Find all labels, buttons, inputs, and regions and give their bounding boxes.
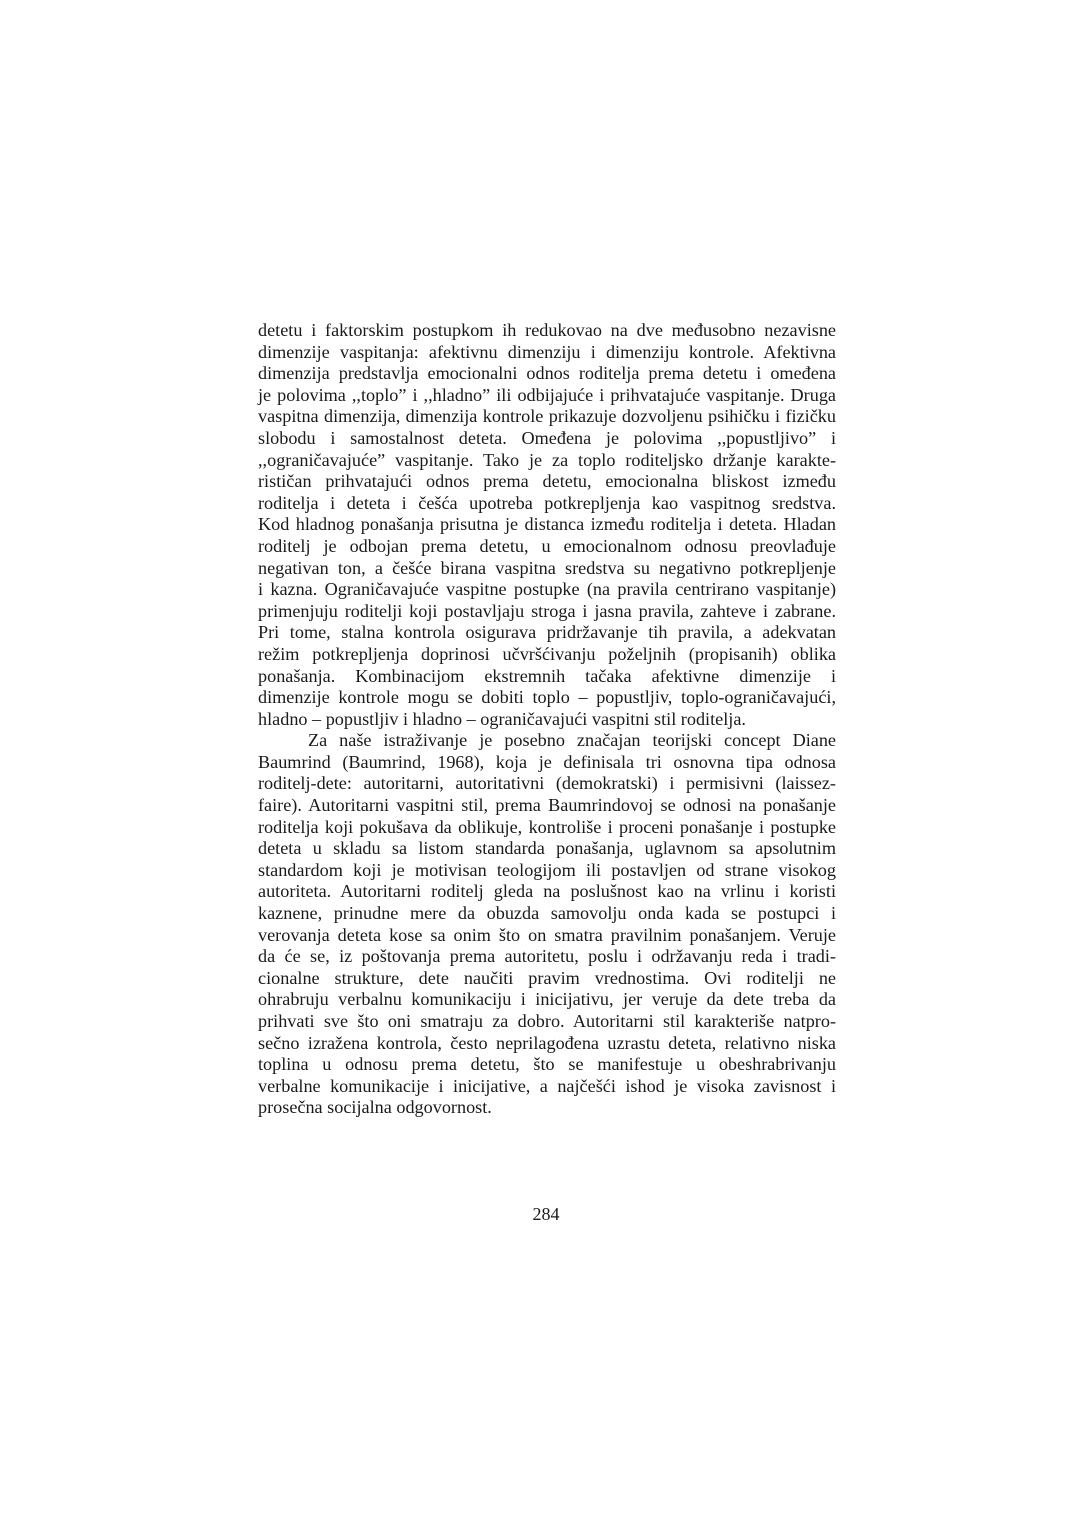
text-line: Baumrind (Baumrind, 1968), koja je definisala tri osnovna tipa odnosa: [258, 751, 836, 772]
text-line: roditelj je odbojan prema detetu, u emocionalnom odnosu preovlađuje: [258, 535, 836, 556]
text-line: primenjuju roditelji koji postavljaju stroga i jasna pravila, zahteve i zabrane.: [258, 600, 836, 621]
text-line: verbalne komunikacije i inicijative, a najčešći ishod je visoka zavisnost i: [258, 1075, 836, 1096]
text-line: prihvati sve što oni smatraju za dobro. Autoritarni stil karakteriše natpro-: [258, 1011, 836, 1031]
text-line: cionalne strukture, dete naučiti pravim vrednostima. Ovi roditelji ne: [258, 967, 836, 988]
text-line: negativan ton, a češće birana vaspitna sredstva su negativno potkrepljenje: [258, 557, 836, 578]
text-line: slobodu i samostalnost deteta. Omeđena je polovima ,,popustljivo” i: [258, 427, 836, 448]
text-line: deteta u skladu sa listom standarda ponašanja, uglavnom sa apsolutnim: [258, 838, 836, 859]
text-line: ohrabruju verbalnu komunikaciju i inicijativu, jer veruje da dete treba da: [258, 989, 836, 1010]
text-line: roditelj-dete: autoritarni, autoritativni (demokratski) i permisivni (laissez-: [258, 773, 836, 794]
text-line: rističan prihvatajući odnos prema detetu, emocionalna bliskost između: [258, 471, 836, 492]
text-line: da će se, iz poštovanja prema autoritetu, poslu i održavanju reda i tradi-: [258, 946, 836, 967]
text-line: prosečna socijalna odgovornost.: [258, 1097, 492, 1118]
text-line: Kod hladnog ponašanja prisutna je distanca između roditelja i deteta. Hladan: [258, 514, 836, 535]
text-line: vaspitna dimenzija, dimenzija kontrole prikazuje dozvoljenu psihičku i fizičku: [258, 406, 836, 427]
text-line: kaznene, prinudne mere da obuzda samovolju onda kada se postupci i: [258, 903, 836, 924]
page-number: 284: [532, 1204, 560, 1224]
text-line: sečno izražena kontrola, često neprilagođena uzrastu deteta, relativno niska: [258, 1032, 836, 1053]
text-line: roditelja i deteta i češća upotreba potkrepljenja kao vaspitnog sredstva.: [258, 492, 836, 513]
text-line: Za naše istraživanje je posebno značajan teorijski concept Diane: [308, 730, 836, 751]
paragraph-1: [258, 320, 836, 730]
text-line: dimenzije kontrole mogu se dobiti toplo – popustljiv, toplo-ograničavajući,: [258, 687, 836, 708]
text-line: je polovima ,,toplo” i ,,hladno” ili odbijajuće i prihvatajuće vaspitanje. Druga: [258, 384, 836, 405]
text-line: ponašanja. Kombinacijom ekstremnih tačaka afektivne dimenzije i: [258, 665, 836, 686]
text-line: detetu i faktorskim postupkom ih redukovao na dve međusobno nezavisne: [258, 320, 836, 340]
text-line: autoriteta. Autoritarni roditelj gleda na poslušnost kao na vrlinu i koristi: [258, 881, 836, 902]
text-line: dimenzije vaspitanja: afektivnu dimenziju i dimenziju kontrole. Afektivna: [258, 341, 836, 362]
text-line: hladno – popustljiv i hladno – ograničavajući vaspitni stil roditelja.: [258, 708, 746, 729]
text-line: standardom koji je motivisan teologijom ili postavljen od strane visokog: [258, 859, 836, 880]
text-line: toplina u odnosu prema detetu, što se manifestuje u obeshrabrivanju: [258, 1054, 836, 1075]
text-line: i kazna. Ograničavajuće vaspitne postupke (na pravila centrirano vaspitanje): [258, 579, 836, 600]
text-line: režim potkrepljenja doprinosi učvršćivanju poželjnih (propisanih) oblika: [258, 643, 836, 664]
text-line: faire). Autoritarni vaspitni stil, prema Baumrindovoj se odnosi na ponašanje: [258, 795, 836, 816]
body-text: [258, 320, 836, 1119]
text-line: dimenzija predstavlja emocionalni odnos roditelja prema detetu i omeđena: [258, 363, 836, 384]
text-line: roditelja koji pokušava da oblikuje, kontroliše i proceni ponašanje i postupke: [258, 816, 836, 837]
text-line: ,,ograničavajuće” vaspitanje. Tako je za toplo roditeljsko držanje karakte-: [258, 449, 836, 470]
text-line: verovanja deteta kose sa onim što on smatra pravilnim ponašanjem. Veruje: [258, 924, 836, 945]
paragraph-2: [258, 730, 836, 1119]
text-line: Pri tome, stalna kontrola osigurava pridržavanje tih pravila, a adekvatan: [258, 622, 836, 643]
